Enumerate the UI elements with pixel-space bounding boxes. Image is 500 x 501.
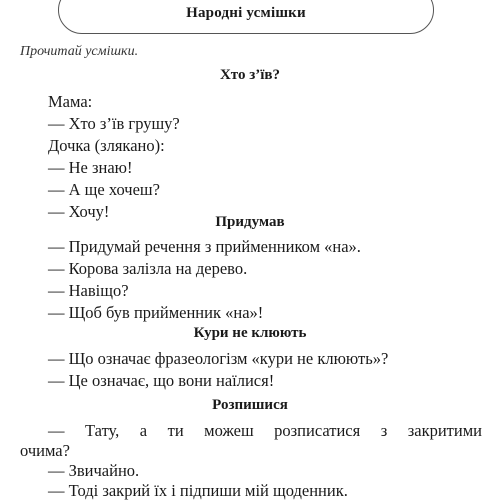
dialogue-line: — Хочу! xyxy=(48,202,110,221)
dialogue-line-continuation: очима? xyxy=(20,441,70,460)
dialogue-line: — Не знаю! xyxy=(48,158,133,177)
dialogue-line: — Навіщо? xyxy=(48,281,129,300)
dialogue-line: — Хто з’їв грушу? xyxy=(48,114,180,133)
section-title: Розпишися xyxy=(212,397,288,413)
page-title: Народні усмішки xyxy=(186,5,306,21)
dialogue-line: — А ще хочеш? xyxy=(48,180,160,199)
section-title: Придумав xyxy=(215,214,285,230)
dialogue-line: — Тоді закрий їх і підпиши мій щоденник. xyxy=(48,481,348,500)
intro-instruction: Прочитай усмішки. xyxy=(20,44,139,59)
dialogue-line: — Звичайно. xyxy=(48,461,140,480)
dialogue-line: — Це означає, що вони наїлися! xyxy=(48,371,275,390)
dialogue-line: — Щоб був прийменник «на»! xyxy=(48,303,264,322)
dialogue-line: — Що означає фразеологізм «кури не клюють»? xyxy=(48,349,389,368)
dialogue-line: — Придумай речення з прийменником «на». xyxy=(48,237,361,256)
dialogue-line: Дочка (злякано): xyxy=(48,136,165,155)
section-title: Хто з’їв? xyxy=(219,67,281,83)
dialogue-line: — Тату, а ти можеш розписатися з закритими xyxy=(48,421,482,440)
dialogue-line: Мама: xyxy=(48,92,93,111)
section-title: Кури не клюють xyxy=(193,325,307,341)
dialogue-line: — Корова залізла на дерево. xyxy=(48,259,248,278)
